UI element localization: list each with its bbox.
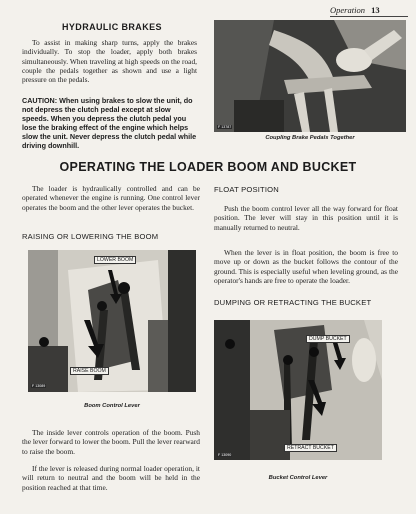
boom-figure-number: F 13089: [32, 384, 46, 388]
pedals-caption: Coupling Brake Pedals Together: [265, 135, 355, 141]
header-rule: [330, 16, 408, 17]
float-text-2: When the lever is in float position, the boom is free to move up or down as the bucket follows the contour of the ground. This is especially useful when leveling ground, as the operator's hands are free to operate the loader.: [214, 248, 398, 285]
dumping-subheading: DUMPING OR RETRACTING THE BUCKET: [214, 298, 372, 307]
lower-boom-label: LOWER BOOM: [94, 256, 136, 264]
raising-subheading: RAISING OR LOWERING THE BOOM: [22, 232, 159, 241]
boom-text-1: The inside lever controls operation of the boom. Push the lever forward to lower the boom. Pull the lever rearward to raise the boom.: [22, 428, 200, 456]
brake-pedals-illustration: [214, 20, 406, 132]
bucket-control-photo: [214, 320, 382, 460]
caution-text: CAUTION: When using brakes to slow the unit, do not depress the clutch pedal except at slow speeds. When you depress the clutch pedal you lose the braking effect of the engine which helps slow the unit. Never depress the clutch pedal while driving downhill.: [22, 96, 197, 151]
float-text-1: Push the boom control lever all the way forward for float position. The lever will stay in this position until it is manually returned to neutral.: [214, 204, 398, 232]
pedals-figure-number: F 13787: [218, 125, 232, 129]
intro-text: The loader is hydraulically controlled and can be operated whenever the engine is running. One control lever operates the boom and the other lever operates the bucket.: [22, 184, 200, 212]
boom-lever-illustration: [28, 250, 196, 392]
boom-text-2: If the lever is released during normal loader operation, it will return to neutral and the boom will be held in the position reached at that time.: [22, 464, 200, 492]
bucket-caption: Bucket Control Lever: [268, 475, 328, 481]
bucket-lever-illustration: [214, 320, 382, 460]
header-section: Operation: [330, 5, 365, 15]
boom-caption: Boom Control Lever: [84, 403, 140, 409]
hydraulic-brakes-heading: HYDRAULIC BRAKES: [62, 22, 162, 32]
main-heading: OPERATING THE LOADER BOOM AND BUCKET: [59, 160, 357, 174]
bucket-figure-number: F 13090: [218, 453, 232, 457]
float-subheading: FLOAT POSITION: [214, 185, 279, 194]
dump-bucket-label: DUMP BUCKET: [306, 335, 350, 343]
hydraulic-brakes-body: To assist in making sharp turns, apply the brakes individually. To stop the loader, apply both brakes simultaneously. When traveling at high speeds on the road, couple the pedals together as shown and use a light pressure on the pedals.: [22, 38, 197, 85]
boom-control-photo: [28, 250, 196, 392]
running-header: [330, 5, 380, 15]
page-number: 13: [371, 5, 380, 15]
raise-boom-label: RAISE BOOM: [70, 367, 109, 375]
retract-bucket-label: RETRACT BUCKET: [284, 444, 337, 452]
brake-pedals-photo: [214, 20, 406, 132]
